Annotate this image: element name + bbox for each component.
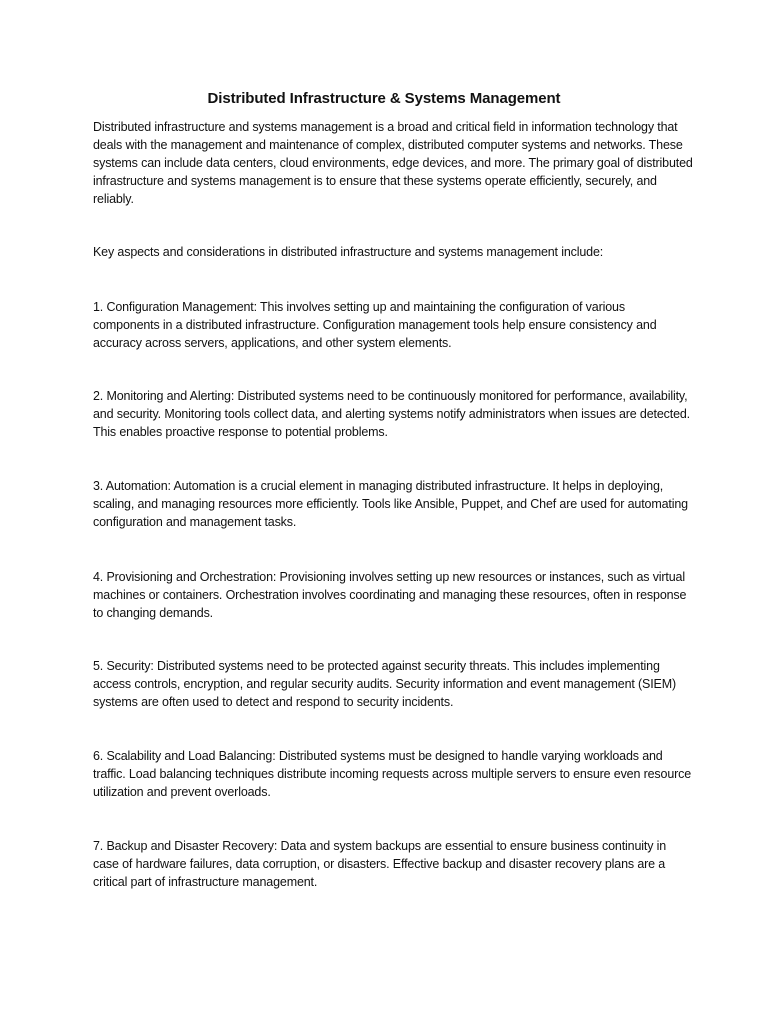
section-scalability-load-balancing: 6. Scalability and Load Balancing: Distributed systems must be designed to handle varying workloads and traffic. Load balancing techniques distribute incoming requests across multiple servers to ensure even resource utilization and prevent overloads. (93, 749, 692, 799)
intro-paragraph: Distributed infrastructure and systems management is a broad and critical field in information technology that deals with the management and maintenance of complex, distributed computer systems and networks. These systems can include data centers, cloud environments, edge devices, and more. The primary goal of distributed infrastructure and systems management is to ensure that these systems operate efficiently, securely, and reliably. (93, 120, 693, 206)
section-configuration-management: 1. Configuration Management: This involves setting up and maintaining the configuration of various components in a distributed infrastructure. Configuration management tools help ensure consistency and accuracy across servers, applications, and other system elements. (93, 300, 657, 350)
key-aspects-intro: Key aspects and considerations in distributed infrastructure and systems management include: (93, 245, 604, 259)
section-security: 5. Security: Distributed systems need to be protected against security threats. This includes implementing access controls, encryption, and regular security audits. Security information and event management (SIEM) systems are often used to detect and respond to security incidents. (93, 659, 676, 709)
section-automation: 3. Automation: Automation is a crucial element in managing distributed infrastructure. It helps in deploying, scaling, and managing resources more efficiently. Tools like Ansible, Puppet, and Chef are used for automating configuration and management tasks. (93, 479, 688, 529)
section-provisioning-orchestration: 4. Provisioning and Orchestration: Provisioning involves setting up new resources or instances, such as virtual machines or containers. Orchestration involves coordinating and managing these resources, often in response to changing demands. (93, 570, 687, 620)
section-monitoring-alerting: 2. Monitoring and Alerting: Distributed systems need to be continuously monitored for performance, availability, and security. Monitoring tools collect data, and alerting systems notify administrators when issues are detected. This enables proactive response to potential problems. (93, 389, 691, 439)
document-title: Distributed Infrastructure & Systems Management (207, 90, 561, 107)
section-backup-disaster-recovery: 7. Backup and Disaster Recovery: Data and system backups are essential to ensure business continuity in case of hardware failures, data corruption, or disasters. Effective backup and disaster recovery plans are a critical part of infrastructure management. (93, 839, 667, 889)
